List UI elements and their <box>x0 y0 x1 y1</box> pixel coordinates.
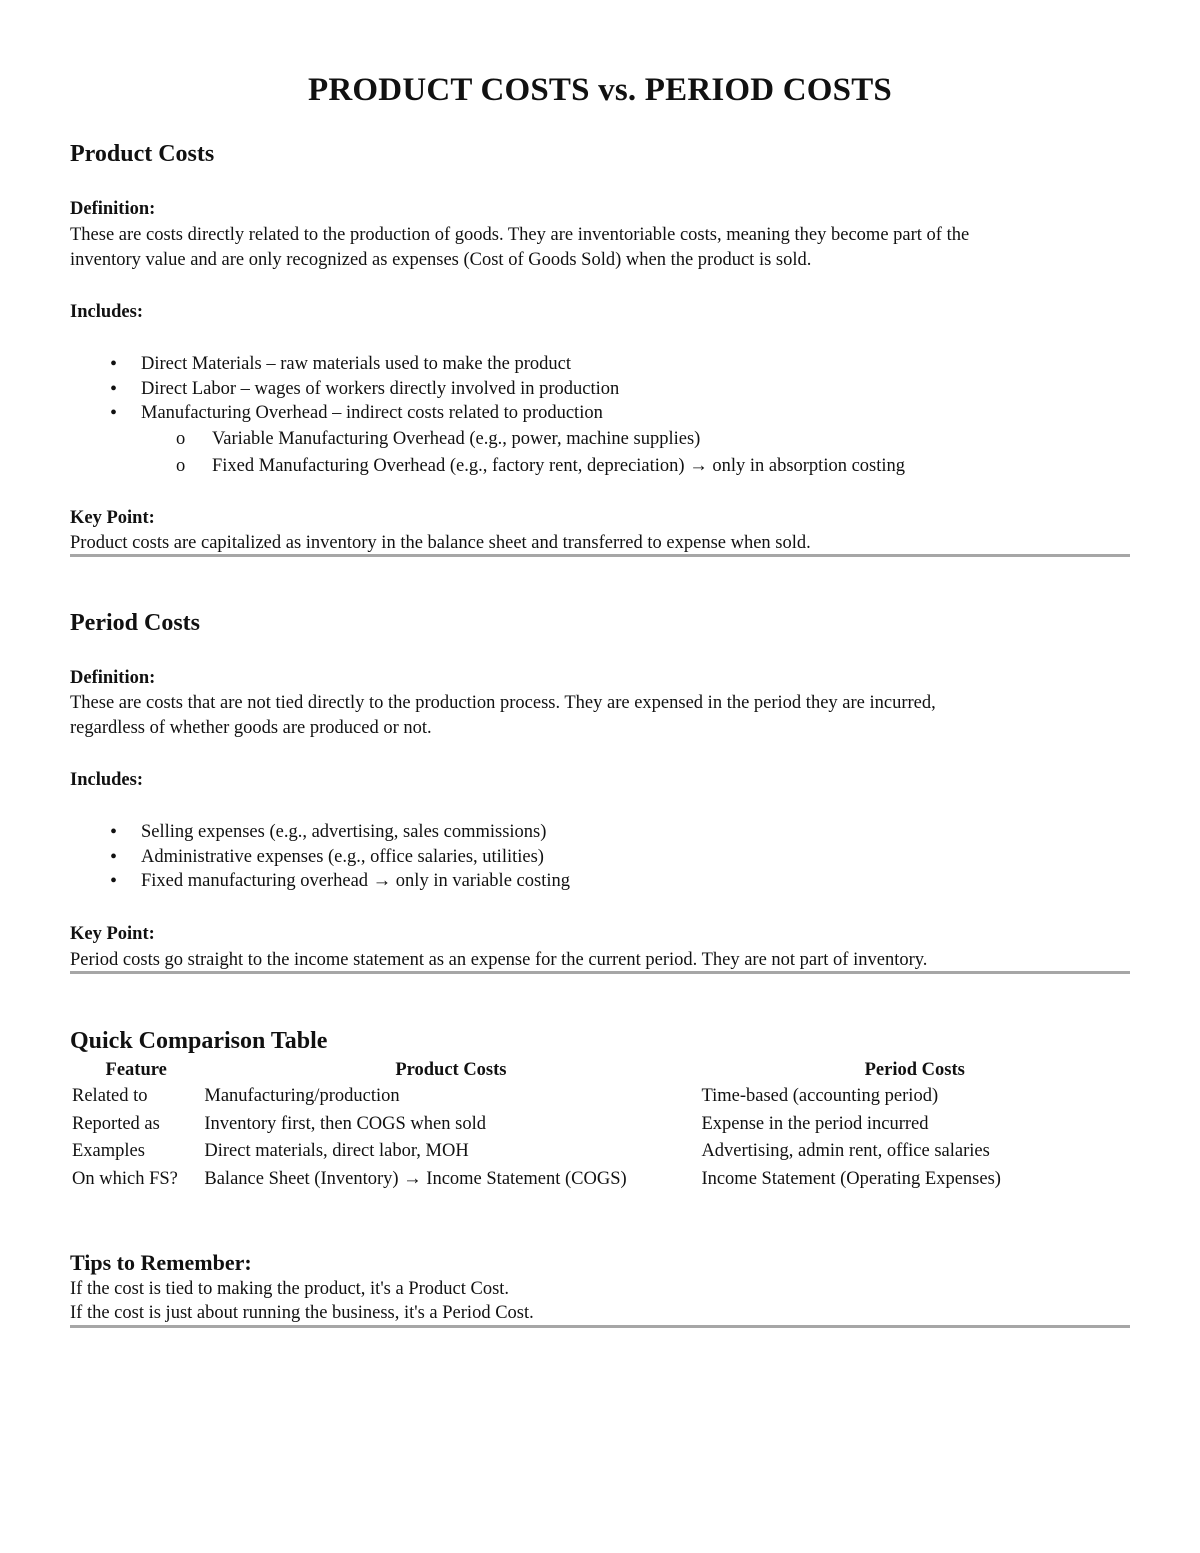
column-header: Product Costs <box>395 1059 507 1080</box>
period-costs-heading: Period Costs <box>70 610 200 636</box>
period-includes-list <box>70 820 570 894</box>
sub-list-item: o Variable Manufacturing Overhead (e.g., power, machine supplies) <box>141 426 905 453</box>
list-item: • Manufacturing Overhead – indirect costs related to production o Variable Manufacturing Overhead (e.g., power, machine supplies) o Fixed Manufacturing Overhead (e.g., factory rent, depreciation) → only in absorption costing <box>70 401 905 480</box>
table-cell: Examples <box>72 1141 145 1162</box>
table-cell: Inventory first, then COGS when sold <box>204 1113 486 1134</box>
period-definition-line2: regardless of whether goods are produced or not. <box>70 718 432 738</box>
table-cell: On which FS? <box>72 1168 178 1189</box>
table-cell: Balance Sheet (Inventory) → Income Statement (COGS) <box>204 1168 627 1189</box>
table-header-row <box>70 1057 1130 1083</box>
tips-line1: If the cost is tied to making the product, it's a Product Cost. <box>70 1279 510 1299</box>
horizontal-divider <box>70 1325 1130 1328</box>
list-item: • Direct Labor – wages of workers directly involved in production <box>70 377 905 402</box>
table-cell: Reported as <box>72 1113 160 1134</box>
list-item: • Fixed manufacturing overhead → only in variable costing <box>70 869 570 894</box>
list-item: • Administrative expenses (e.g., office salaries, utilities) <box>70 845 570 870</box>
table-cell: Direct materials, direct labor, MOH <box>204 1141 469 1162</box>
table-cell: Advertising, admin rent, office salaries <box>701 1141 990 1162</box>
product-definition-label: Definition: <box>70 199 156 219</box>
product-definition-line1: These are costs directly related to the production of goods. They are inventoriable costs, meaning they become part of the <box>70 225 970 245</box>
product-definition-line2: inventory value and are only recognized as expenses (Cost of Goods Sold) when the product is sold. <box>70 250 812 270</box>
table-cell: Manufacturing/production <box>204 1086 400 1107</box>
product-costs-heading: Product Costs <box>70 141 215 167</box>
tips-line2: If the cost is just about running the business, it's a Period Cost. <box>70 1303 534 1323</box>
tips-heading: Tips to Remember: <box>70 1250 252 1275</box>
column-header: Period Costs <box>864 1059 965 1080</box>
period-keypoint-text: Period costs go straight to the income statement as an expense for the current period. They are not part of inventory. <box>70 950 928 970</box>
comparison-heading: Quick Comparison Table <box>70 1028 328 1054</box>
list-item: • Direct Materials – raw materials used to make the product <box>70 352 905 377</box>
table-row <box>70 1166 1130 1194</box>
period-keypoint-label: Key Point: <box>70 924 155 944</box>
period-definition-line1: These are costs that are not tied directly to the production process. They are expensed in the period they are incurred, <box>70 693 936 713</box>
period-includes-label: Includes: <box>70 770 143 790</box>
horizontal-divider <box>70 554 1130 557</box>
period-definition-label: Definition: <box>70 668 156 688</box>
product-keypoint-text: Product costs are capitalized as inventory in the balance sheet and transferred to expense when sold. <box>70 533 811 553</box>
table-row <box>70 1138 1130 1166</box>
horizontal-divider <box>70 971 1130 974</box>
comparison-table <box>70 1057 1130 1193</box>
column-header: Feature <box>105 1059 167 1080</box>
table-cell: Income Statement (Operating Expenses) <box>701 1168 1001 1189</box>
product-keypoint-label: Key Point: <box>70 508 155 528</box>
product-includes-label: Includes: <box>70 302 143 322</box>
table-row <box>70 1111 1130 1139</box>
sub-list-item: o Fixed Manufacturing Overhead (e.g., factory rent, depreciation) → only in absorption costing <box>141 453 905 480</box>
table-cell: Expense in the period incurred <box>701 1113 929 1134</box>
table-cell: Related to <box>72 1086 148 1107</box>
list-item: • Selling expenses (e.g., advertising, sales commissions) <box>70 820 570 845</box>
table-row <box>70 1083 1130 1111</box>
page-title: PRODUCT COSTS vs. PERIOD COSTS <box>308 72 892 108</box>
table-cell: Time-based (accounting period) <box>701 1086 939 1107</box>
product-includes-list <box>70 352 905 480</box>
overhead-sublist <box>141 426 905 480</box>
